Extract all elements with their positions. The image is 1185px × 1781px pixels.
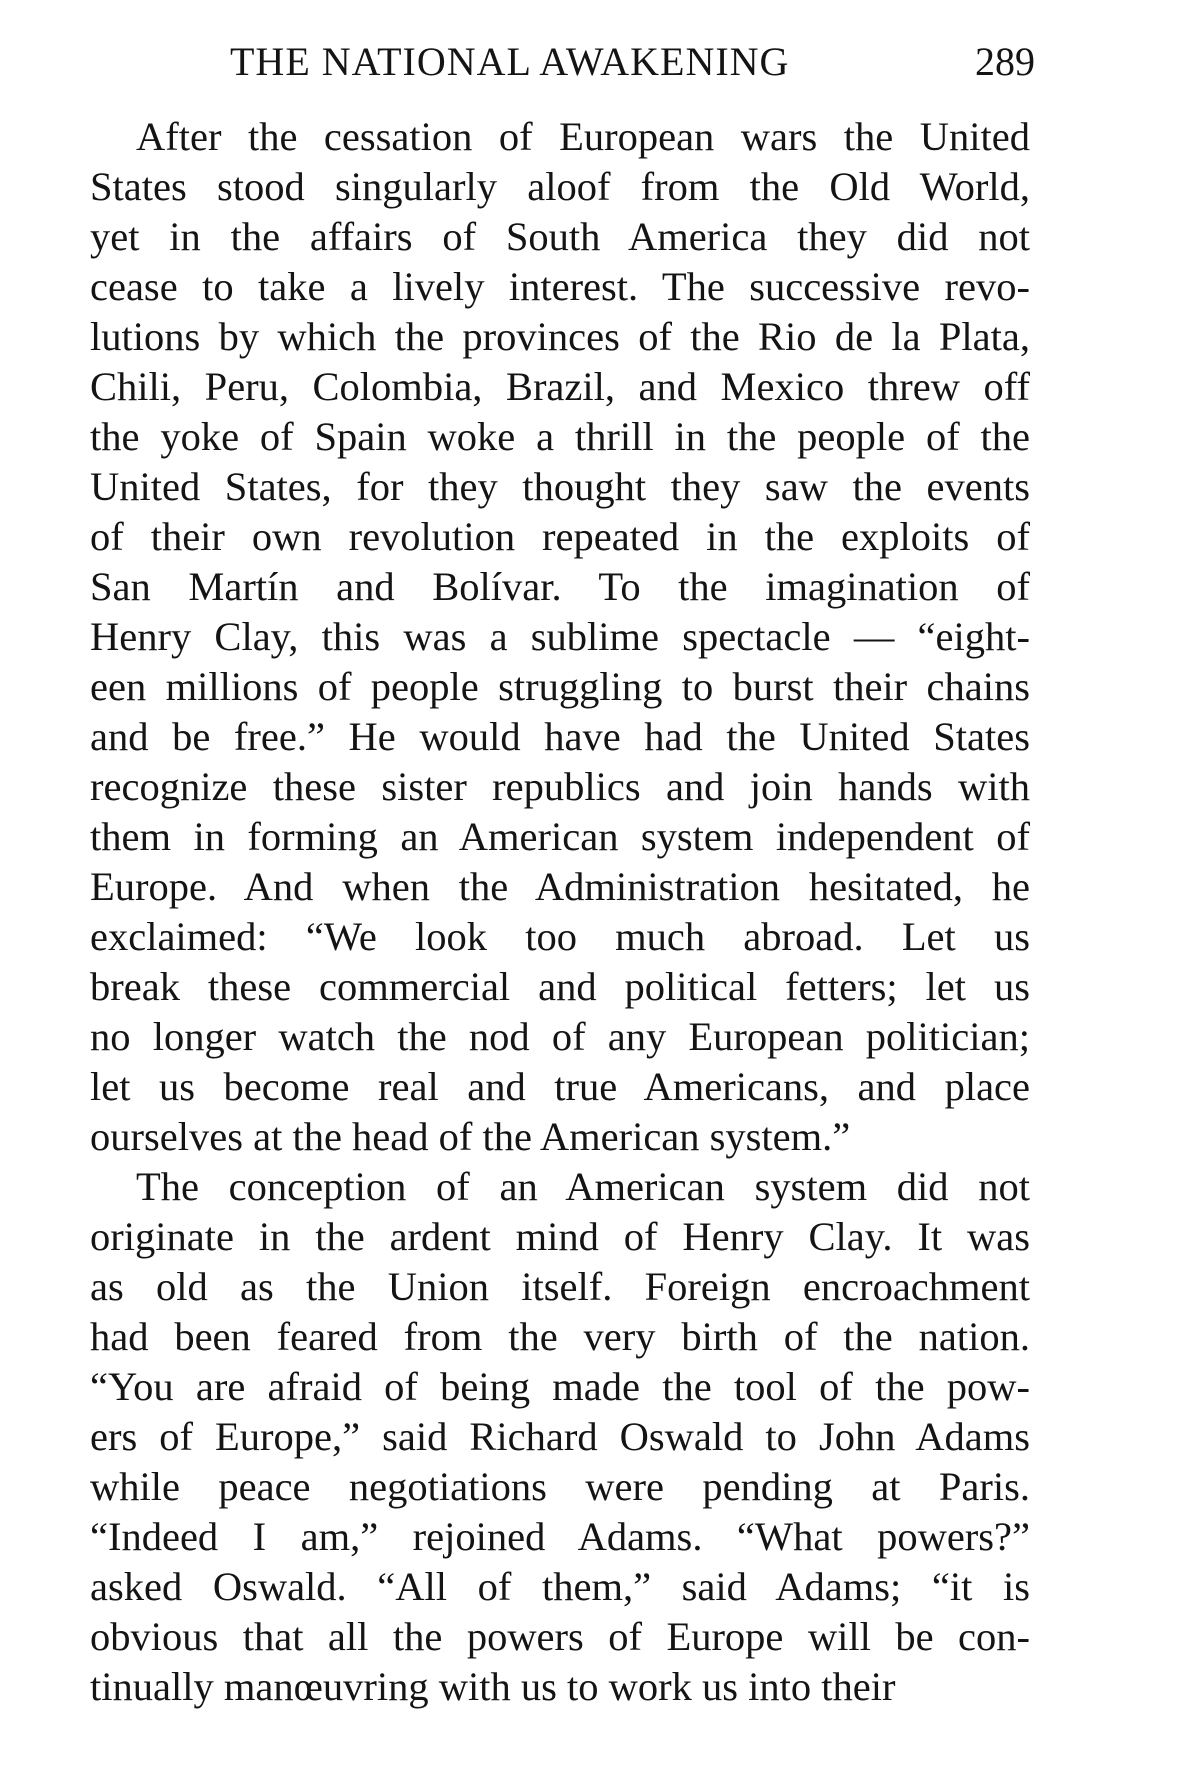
running-title: THE NATIONAL AWAKENING xyxy=(230,39,790,84)
text-line: recognize these sister republics and join hands with xyxy=(90,764,1030,809)
text-line: originate in the ardent mind of Henry Clay. It was xyxy=(90,1214,1030,1259)
running-head xyxy=(90,38,1035,98)
text-line: yet in the affairs of South America they did not xyxy=(90,214,1030,259)
text-line: them in forming an American system independent of xyxy=(90,814,1030,859)
text-line: United States, for they thought they saw the events xyxy=(90,464,1030,509)
text-line: cease to take a lively interest. The successive revo- xyxy=(90,264,1030,309)
text-line: break these commercial and political fetters; let us xyxy=(90,964,1030,1009)
text-line: no longer watch the nod of any European politician; xyxy=(90,1014,1030,1059)
text-line: lutions by which the provinces of the Rio de la Plata, xyxy=(90,314,1030,359)
page-number: 289 xyxy=(975,39,1035,84)
text-line: of their own revolution repeated in the exploits of xyxy=(90,514,1030,559)
text-line: Europe. And when the Administration hesitated, he xyxy=(90,864,1030,909)
text-line: een millions of people struggling to burst their chains xyxy=(90,664,1030,709)
paragraph-2 xyxy=(90,1162,1030,1712)
text-line: The conception of an American system did not xyxy=(136,1164,1030,1209)
text-line: exclaimed: “We look too much abroad. Let us xyxy=(90,914,1030,959)
text-line: obvious that all the powers of Europe will be con- xyxy=(90,1614,1030,1659)
text-line: Henry Clay, this was a sublime spectacle — “eight- xyxy=(90,614,1030,659)
text-line: “Indeed I am,” rejoined Adams. “What powers?” xyxy=(90,1514,1030,1559)
text-line: Chili, Peru, Colombia, Brazil, and Mexico threw off xyxy=(90,364,1030,409)
text-line: “You are afraid of being made the tool of the pow- xyxy=(90,1364,1030,1409)
paragraph-1 xyxy=(90,112,1030,1162)
text-line: tinually manœuvring with us to work us into their xyxy=(90,1664,896,1709)
text-line: After the cessation of European wars the United xyxy=(136,114,1030,159)
text-line: had been feared from the very birth of the nation. xyxy=(90,1314,1030,1359)
text-line: ers of Europe,” said Richard Oswald to John Adams xyxy=(90,1414,1030,1459)
text-line: States stood singularly aloof from the Old World, xyxy=(90,164,1030,209)
text-line: ourselves at the head of the American system.” xyxy=(90,1114,851,1159)
text-line: as old as the Union itself. Foreign encroachment xyxy=(90,1264,1030,1309)
text-line: while peace negotiations were pending at Paris. xyxy=(90,1464,1030,1509)
text-line: the yoke of Spain woke a thrill in the people of the xyxy=(90,414,1030,459)
body-text xyxy=(90,112,1030,1712)
text-line: and be free.” He would have had the United States xyxy=(90,714,1030,759)
text-line: let us become real and true Americans, and place xyxy=(90,1064,1030,1109)
text-line: asked Oswald. “All of them,” said Adams; “it is xyxy=(90,1564,1030,1609)
text-line: San Martín and Bolívar. To the imagination of xyxy=(90,564,1030,609)
